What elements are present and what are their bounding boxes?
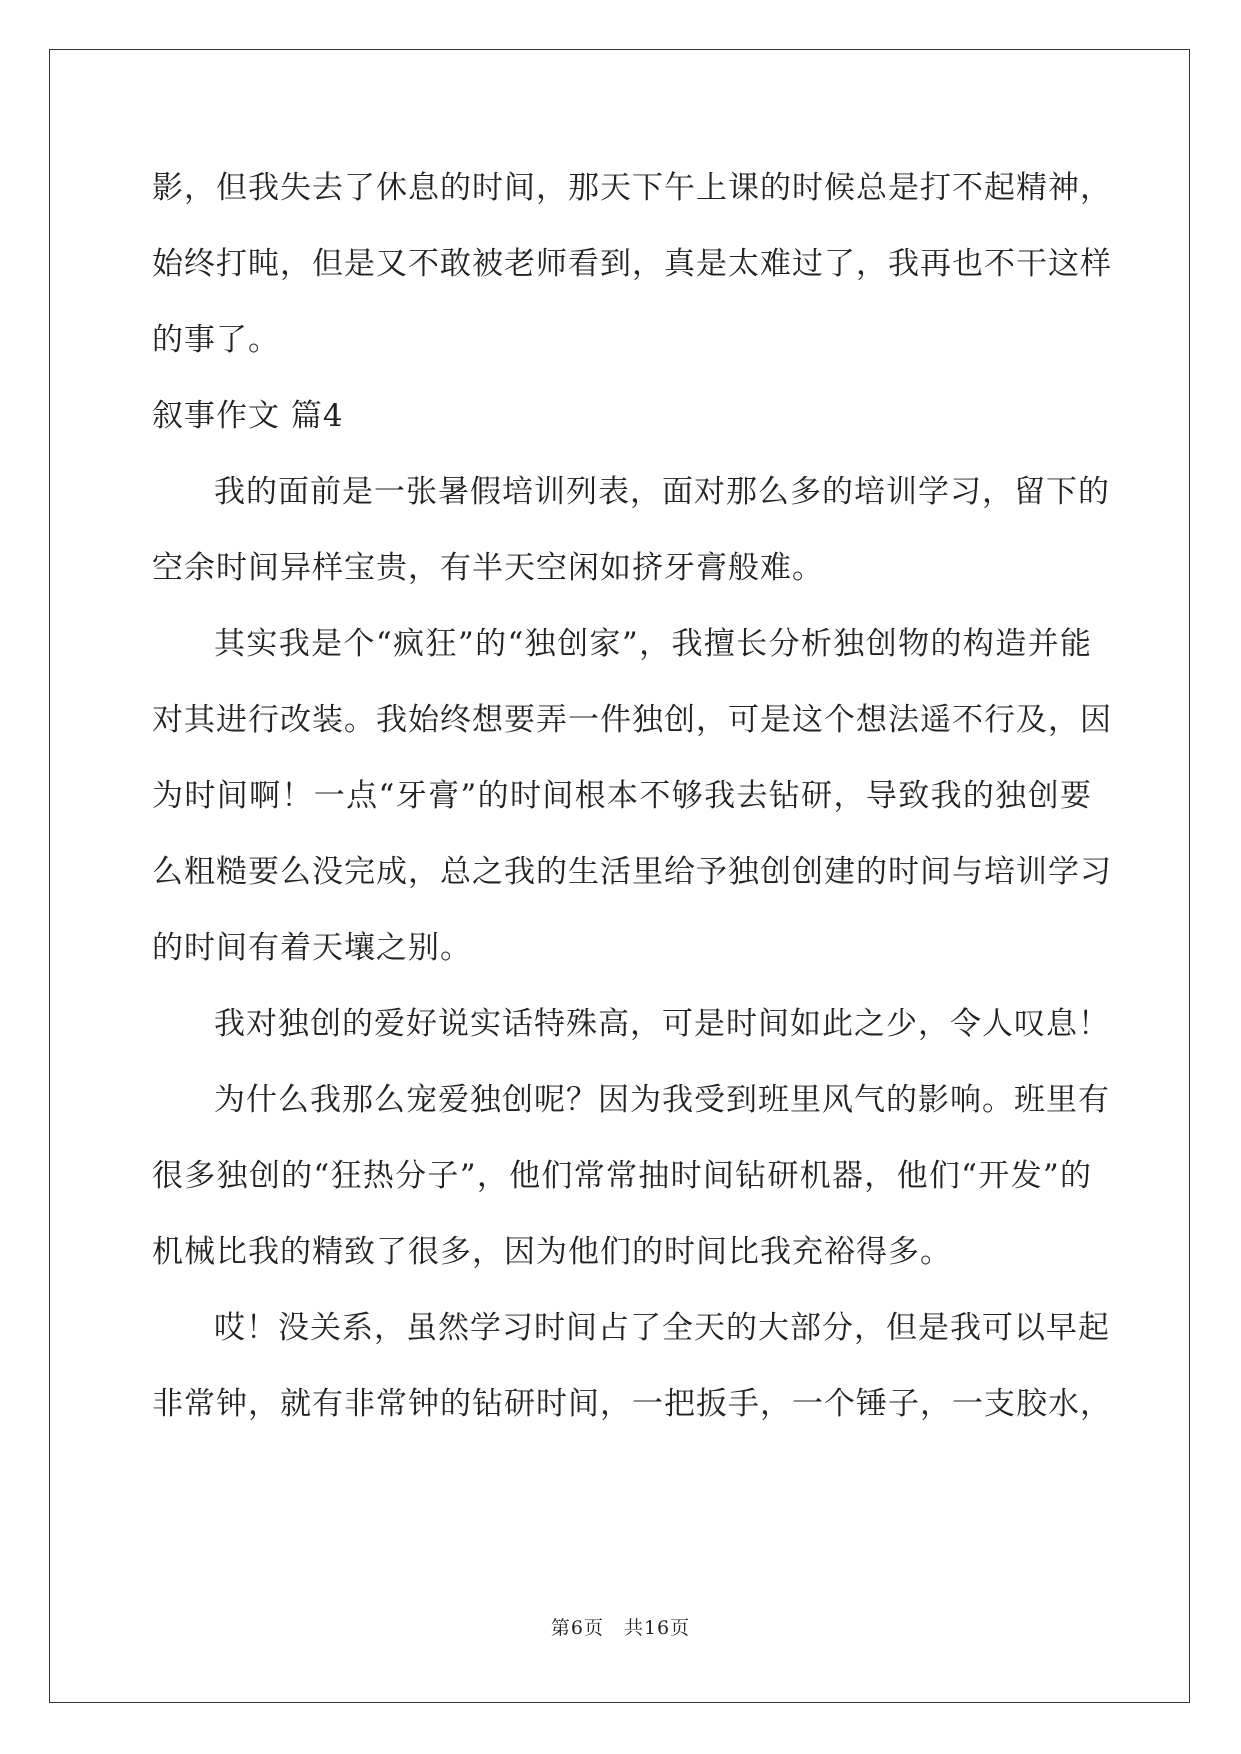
document-body — [152, 150, 1112, 1442]
page-total: 共16页 — [623, 1617, 691, 1639]
text-line: 为时间啊！一点“牙膏”的时间根本不够我去钻研，导致我的独创要 — [152, 778, 1092, 814]
text-line: 的时间有着天壤之别。 — [152, 930, 472, 966]
page-footer — [0, 1613, 1241, 1640]
text-line: 影，但我失去了休息的时间，那天下午上课的时候总是打不起精神， — [152, 170, 1112, 206]
text-line: 哎！没关系，虽然学习时间占了全天的大部分，但是我可以早起 — [214, 1310, 1110, 1346]
paragraph — [152, 1290, 1112, 1442]
paragraph — [152, 606, 1112, 986]
text-line: 么粗糙要么没完成，总之我的生活里给予独创创建的时间与培训学习 — [152, 854, 1112, 890]
section-heading: 叙事作文 篇4 — [152, 398, 344, 434]
text-line: 的事了。 — [152, 322, 280, 358]
text-line: 很多独创的“狂热分子”，他们常常抽时间钻研机器，他们“开发”的 — [152, 1158, 1092, 1194]
text-line: 我的面前是一张暑假培训列表，面对那么多的培训学习，留下的 — [214, 474, 1110, 510]
text-line: 对其进行改装。我始终想要弄一件独创，可是这个想法遥不行及，因 — [152, 702, 1112, 738]
paragraph — [152, 986, 1110, 1062]
paragraph-continued — [152, 150, 1112, 378]
text-line: 非常钟，就有非常钟的钻研时间，一把扳手，一个锤子，一支胶水， — [152, 1386, 1112, 1422]
paragraph — [152, 454, 1110, 606]
text-line: 其实我是个“疯狂”的“独创家”，我擅长分析独创物的构造并能 — [214, 626, 1092, 662]
text-line: 为什么我那么宠爱独创呢？因为我受到班里风气的影响。班里有 — [214, 1082, 1110, 1118]
text-line: 始终打盹，但是又不敢被老师看到，真是太难过了，我再也不干这样 — [152, 246, 1112, 282]
text-line: 我对独创的爱好说实话特殊高，可是时间如此之少，令人叹息！ — [214, 1006, 1110, 1042]
page-number: 第6页 — [550, 1617, 604, 1639]
text-line: 机械比我的精致了很多，因为他们的时间比我充裕得多。 — [152, 1234, 952, 1270]
paragraph — [152, 1062, 1110, 1290]
text-line: 空余时间异样宝贵，有半天空闲如挤牙膏般难。 — [152, 550, 824, 586]
